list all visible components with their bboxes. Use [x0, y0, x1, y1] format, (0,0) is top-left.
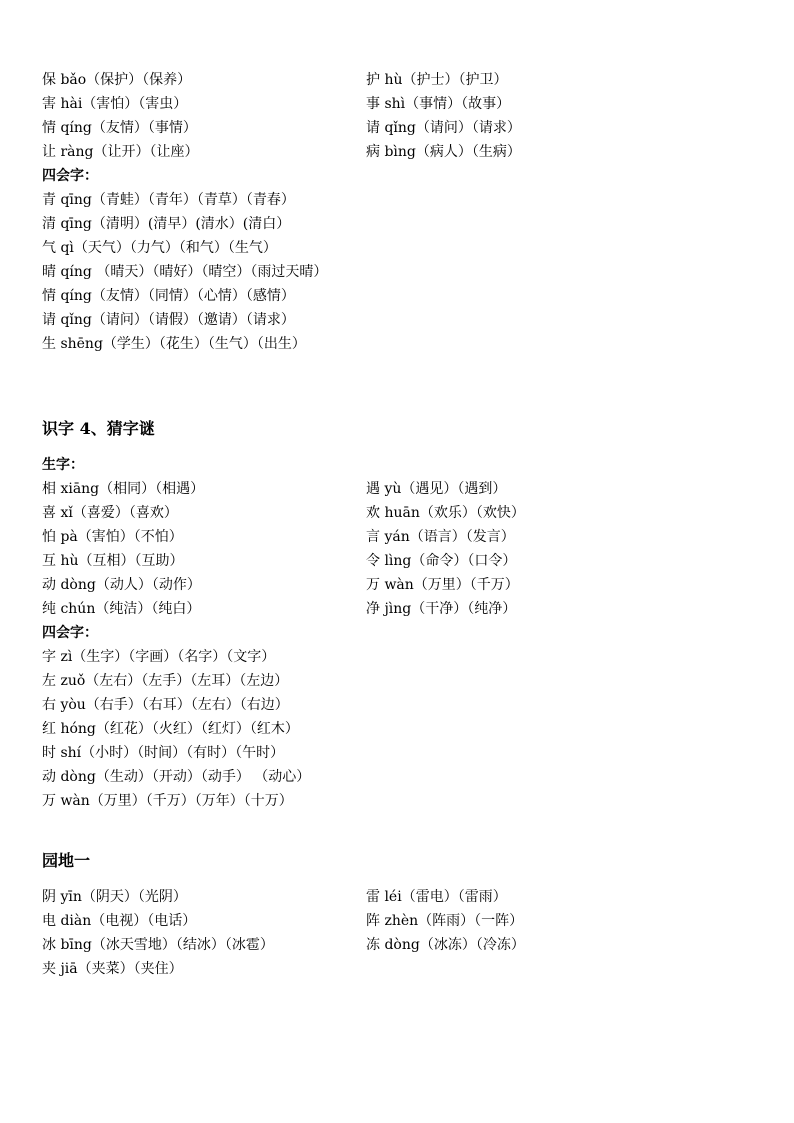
word-line: 字 zì（生字）（字画）（名字）（文字） [42, 649, 276, 665]
word-entry: 遇 yù（遇见）（遇到） [366, 481, 507, 497]
word-pair-row [42, 68, 762, 92]
word-entry: 互 hù（互相）（互助） [42, 553, 184, 569]
four-skill-label: 四会字： [42, 168, 98, 184]
word-line: 万 wàn（万里）（千万）（万年）（十万） [42, 793, 293, 809]
word-entry: 万 wàn（万里）（千万） [366, 577, 519, 593]
word-line: 清 qīng（清明）(清早）(清水）(清白） [42, 216, 291, 232]
word-pair-row [42, 116, 762, 140]
word-line: 青 qīng（青蛙）（青年）（青草）（青春） [42, 192, 295, 208]
section-title: 识字 4、猜字谜 [42, 419, 155, 438]
word-entry: 令 lìng（命令）（口令） [366, 553, 517, 569]
section-guess-riddle [42, 453, 762, 813]
word-entry: 冰 bīng（冰天雪地）（结冰）（冰雹） [42, 937, 274, 953]
word-line: 动 dòng（生动）（开动）（动手） （动心） [42, 769, 311, 785]
word-line: 气 qì（天气）（力气）（和气）（生气） [42, 240, 277, 256]
word-pair-row [42, 140, 762, 164]
word-line: 右 yòu（右手）（右耳）（左右）（右边） [42, 697, 289, 713]
word-pair-row [42, 885, 762, 909]
word-entry: 净 jìng（干净）（纯净） [366, 601, 517, 617]
word-entry: 纯 chún（纯洁）（纯白） [42, 601, 201, 617]
word-entry: 让 ràng（让开）（让座） [42, 144, 199, 160]
section-title: 园地一 [42, 851, 91, 870]
new-characters-label: 生字： [42, 457, 84, 473]
word-entry: 阵 zhèn（阵雨）（一阵） [366, 913, 524, 929]
word-pair-row [42, 909, 762, 933]
word-entry: 阴 yīn（阴天）（光阴） [42, 889, 187, 905]
word-entry: 请 qǐng（请问）（请求） [366, 120, 521, 136]
word-entry: 护 hù（护士）（护卫） [366, 72, 508, 88]
word-entry: 保 bǎo（保护）（保养） [42, 72, 192, 88]
word-pair-row [42, 477, 762, 501]
word-line: 左 zuǒ（左右）（左手）（左耳）（左边） [42, 673, 289, 689]
section-garden-one [42, 885, 762, 981]
word-pair-row [42, 501, 762, 525]
word-pair-row [42, 597, 762, 621]
word-entry: 电 diàn（电视）（电话） [42, 913, 197, 929]
word-line: 夹 jiā（夹菜）（夹住） [42, 961, 183, 977]
word-line: 情 qíng（友情）（同情）（心情）（感情） [42, 288, 295, 304]
word-entry: 欢 huān（欢乐）（欢快） [366, 505, 525, 521]
word-pair-row [42, 525, 762, 549]
word-entry: 情 qíng（友情）（事情） [42, 120, 197, 136]
word-entry: 动 dòng（动人）（动作） [42, 577, 201, 593]
word-entry: 言 yán（语言）（发言） [366, 529, 515, 545]
word-line: 生 shēng（学生）（花生）（生气）（出生） [42, 336, 306, 352]
word-line: 晴 qíng （晴天）（晴好）（晴空）（雨过天晴） [42, 264, 328, 280]
word-entry: 喜 xǐ（喜爱）（喜欢） [42, 505, 178, 521]
word-entry: 害 hài（害怕）（害虫） [42, 96, 188, 112]
word-pair-row [42, 549, 762, 573]
section-top [42, 68, 762, 356]
word-line: 请 qǐng（请问）（请假）（邀请）（请求） [42, 312, 295, 328]
word-pair-row [42, 92, 762, 116]
word-entry: 相 xiāng（相同）（相遇） [42, 481, 205, 497]
word-line: 时 shí（小时）（时间）（有时）（午时） [42, 745, 285, 761]
word-entry: 冻 dòng（冰冻）（冷冻） [366, 937, 525, 953]
word-entry: 病 bìng（病人）（生病） [366, 144, 521, 160]
word-line: 红 hóng（红花）（火红）（红灯）（红木） [42, 721, 299, 737]
four-skill-label: 四会字： [42, 625, 98, 641]
word-entry: 事 shì（事情）（故事） [366, 96, 511, 112]
word-entry: 雷 léi（雷电）（雷雨） [366, 889, 507, 905]
word-pair-row [42, 573, 762, 597]
word-pair-row [42, 933, 762, 957]
word-entry: 怕 pà（害怕）（不怕） [42, 529, 183, 545]
